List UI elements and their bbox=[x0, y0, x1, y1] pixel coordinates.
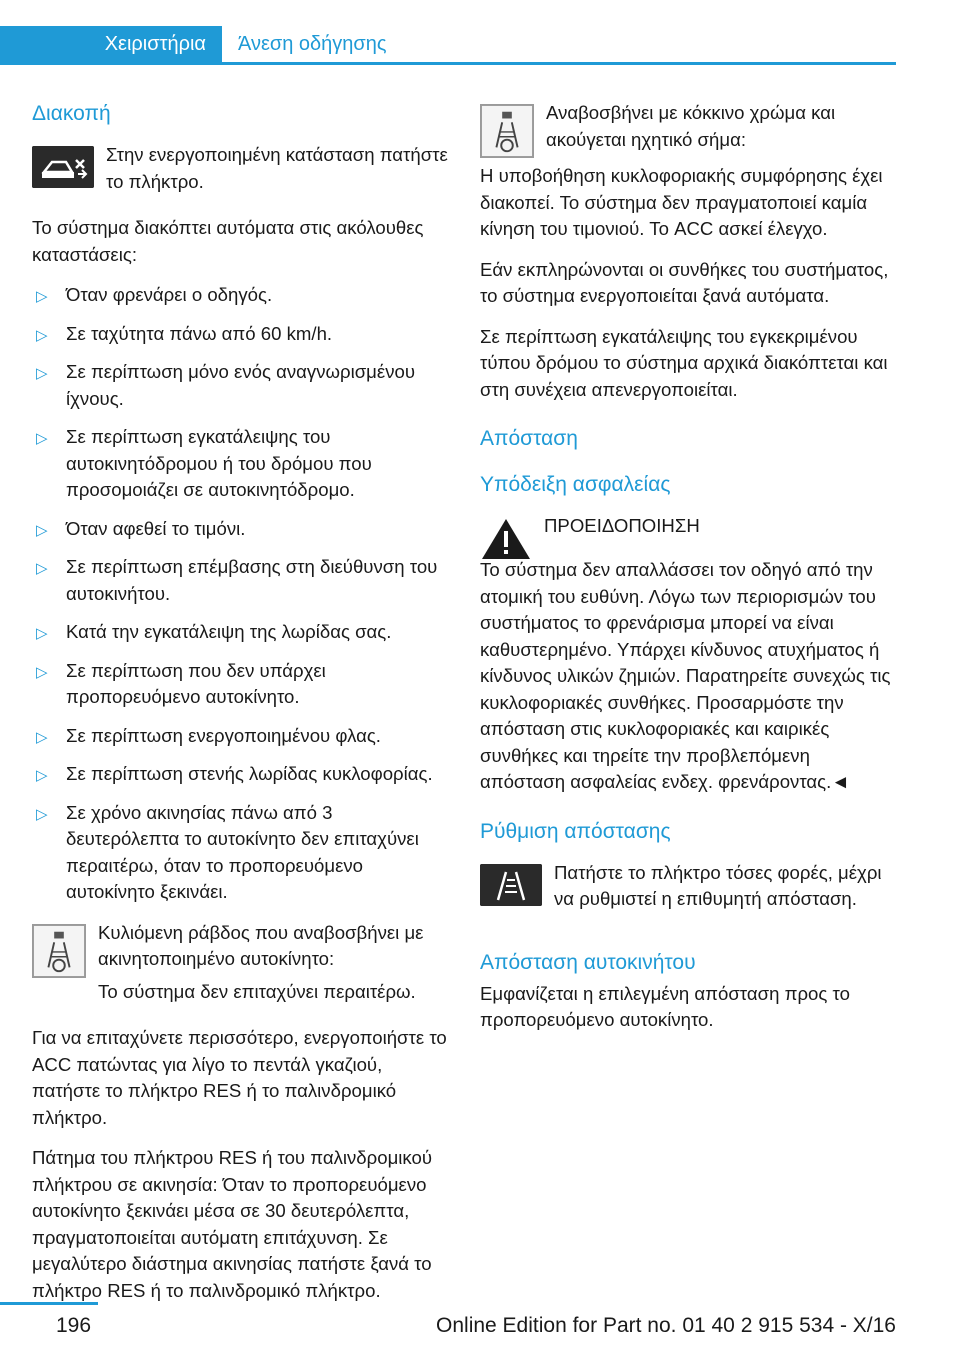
steering-assist-indicator-icon bbox=[32, 924, 86, 978]
list-item: ▷ Σε περίπτωση εγκατάλειψης του αυτοκινητόδρομου ή του δρόμου που προσομοιάζει σε αυτοκινητόδρομο. bbox=[36, 426, 372, 500]
chapter-tab[interactable]: Άνεση οδήγησης bbox=[238, 33, 387, 55]
bullet-triangle-icon: ▷ bbox=[36, 625, 48, 642]
bullet-triangle-icon: ▷ bbox=[36, 326, 48, 344]
warning-triangle-icon bbox=[480, 517, 532, 561]
bullet-triangle-icon: ▷ bbox=[36, 430, 48, 447]
bullet-triangle-icon: ▷ bbox=[36, 663, 48, 681]
distance-button-row bbox=[480, 860, 896, 919]
bullet-triangle-icon: ▷ bbox=[36, 365, 48, 382]
bullet-triangle-icon: ▷ bbox=[36, 521, 48, 539]
list-item: ▷ Κατά την εγκατάλειψη της λωρίδας σας. bbox=[32, 619, 448, 646]
warning-row bbox=[480, 513, 896, 561]
heading-vehicle-distance: Απόσταση αυτοκινήτου bbox=[480, 950, 696, 974]
reactivation-paragraph: Εάν εκπληρώνονται οι συνθήκες του συστήματος, το σύστημα ενεργοποιείται ξανά αυτόματα. bbox=[480, 258, 889, 306]
list-item: ▷ Όταν αφεθεί το τιμόνι. bbox=[32, 516, 448, 543]
heading-distance: Απόσταση bbox=[480, 427, 578, 450]
distance-button-text: Πατήστε το πλήκτρο τόσες φορές, μέχρι να ρυθμιστεί η επιθυμητή απόσταση. bbox=[554, 861, 882, 909]
page-number-rule bbox=[0, 1302, 98, 1305]
acc-button-row bbox=[32, 142, 448, 201]
acc-button-icon bbox=[32, 146, 94, 188]
intro-text: Το σύστημα διακόπτει αυτόματα στις ακόλουθες καταστάσεις: bbox=[32, 217, 424, 265]
list-item: ▷ Σε περίπτωση που δεν υπάρχει προπορευόμενο αυτοκίνητο. bbox=[36, 659, 326, 707]
section-tab[interactable]: Χειριστήρια bbox=[0, 26, 222, 62]
indicator-text-2: Το σύστημα δεν επιταχύνει περαιτέρω. bbox=[98, 980, 416, 1002]
steering-assist-red-indicator-icon bbox=[480, 104, 534, 158]
red-indicator-row bbox=[480, 100, 896, 159]
chapter-header bbox=[0, 26, 896, 65]
tab-separator bbox=[222, 26, 224, 62]
distance-button-icon bbox=[480, 864, 542, 906]
warning-text: Το σύστημα δεν απαλλάσσει τον οδηγό από την ατομική του ευθύνη. Λόγω των περιορισμών του συστήματος το φρενάρισμα μπορεί να είναι καθυστερημένο. Υπάρχει κίνδυνος ατυχήματος ή κίνδυνος υλικών ζημιών. Παρατηρείτε συνεχώς τις κυκλοφοριακές συνθήκες. Προσαρμόστε την απόσταση στις κυκλοφοριακές και καιρικές συνθήκες και τηρείτε την προβλεπόμενη απόσταση ασφαλείας ενδεχ. φρενάροντας.◄ bbox=[480, 559, 891, 792]
bullet-triangle-icon: ▷ bbox=[36, 728, 48, 746]
list-item: ▷ Σε περίπτωση ενεργοποιημένου φλας. bbox=[32, 723, 448, 750]
interruption-list bbox=[32, 282, 448, 906]
res-paragraph: Πάτημα του πλήκτρου RES ή του παλινδρομικού πλήκτρου σε ακινησία: Όταν το προπορευόμενο αυτοκίνητο ξεκινάει μέσα σε 30 δευτερόλεπτα, πραγματοποιείται αυτόματη επιτάχυνση. Σε μεγαλύτερο διάστημα ακινησίας πατήστε ξανά το πλήκτρο RES ή το παλινδρομικό πλήκτρο. bbox=[32, 1147, 433, 1301]
page-number: 196 bbox=[56, 1314, 92, 1337]
list-item: ▷ Σε ταχύτητα πάνω από 60 km/h. bbox=[32, 321, 448, 348]
bullet-triangle-icon: ▷ bbox=[36, 767, 48, 784]
list-item: ▷ Σε περίπτωση επέμβασης στη διεύθυνση του αυτοκινήτου. bbox=[36, 556, 438, 604]
list-item: ▷ Σε περίπτωση μόνο ενός αναγνωρισμένου ίχνους. bbox=[36, 361, 415, 409]
accelerate-paragraph: Για να επιταχύνετε περισσότερο, ενεργοποιήστε το ACC πατώντας για λίγο το πεντάλ γκαζιού, πατήστε το πλήκτρο RES ή το παλινδρομικό πλήκτρο. bbox=[32, 1027, 447, 1128]
bullet-triangle-icon: ▷ bbox=[36, 560, 48, 577]
vehicle-distance-text: Εμφανίζεται η επιλεγμένη απόσταση προς το προπορευόμενο αυτοκίνητο. bbox=[480, 982, 850, 1030]
bullet-triangle-icon: ▷ bbox=[36, 805, 48, 823]
left-column bbox=[32, 100, 448, 1318]
red-indicator-text-1: Αναβοσβήνει με κόκκινο χρώμα και ακούγεται ηχητικό σήμα: bbox=[546, 102, 836, 150]
bullet-triangle-icon: ▷ bbox=[36, 288, 48, 305]
red-indicator-text-2: Η υποβοήθηση κυκλοφοριακής συμφόρησης έχει διακοπεί. Το σύστημα δεν πραγματοποιεί καμία κίνηση του τιμονιού. Το ACC ασκεί έλεγχο. bbox=[480, 165, 883, 239]
edition-footer: Online Edition for Part no. 01 40 2 915 534 - X/16 bbox=[436, 1314, 896, 1337]
indicator-row bbox=[32, 920, 448, 1012]
list-item: ▷ Σε περίπτωση στενής λωρίδας κυκλοφορίας. bbox=[32, 761, 448, 788]
acc-button-text: Στην ενεργοποιημένη κατάσταση πατήστε το πλήκτρο. bbox=[106, 144, 448, 192]
heading-distance-setting: Ρύθμιση απόστασης bbox=[480, 819, 671, 843]
warning-title: ΠΡΟΕΙΔΟΠΟΙΗΣΗ bbox=[544, 515, 700, 536]
right-column bbox=[480, 100, 896, 1048]
indicator-text-1: Κυλιόμενη ράβδος που αναβοσβήνει με ακινητοποιημένο αυτοκίνητο: bbox=[98, 921, 424, 969]
list-item: ▷ Σε χρόνο ακινησίας πάνω από 3 δευτερόλεπτα το αυτοκίνητο δεν επιταχύνει περαιτέρω, όταν το προπορευόμενο αυτοκίνητο ξεκινάει. bbox=[36, 801, 419, 902]
road-type-paragraph: Σε περίπτωση εγκατάλειψης του εγκεκριμένου τύπου δρόμου το σύστημα αρχικά διακόπτεται και στη συνέχεια απενεργοποιείται. bbox=[480, 325, 888, 400]
list-item: ▷ Όταν φρενάρει ο οδηγός. bbox=[32, 282, 448, 309]
heading-interruption: Διακοπή bbox=[32, 102, 111, 125]
heading-safety-note: Υπόδειξη ασφαλείας bbox=[480, 473, 671, 496]
